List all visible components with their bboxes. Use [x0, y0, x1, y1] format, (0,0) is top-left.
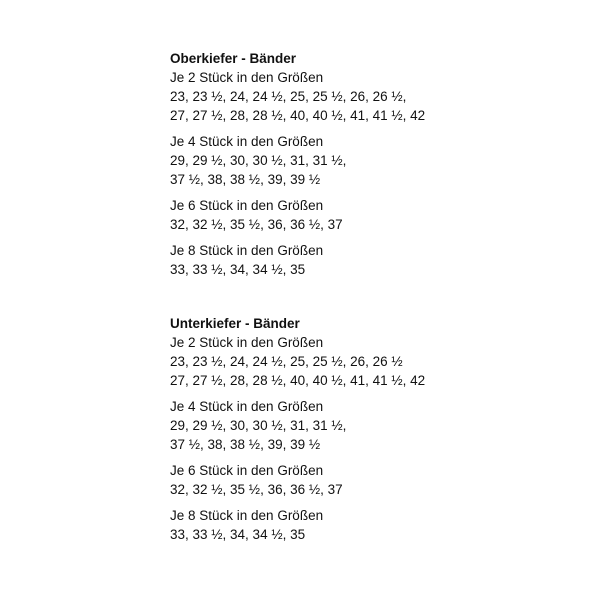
group-heading: Je 6 Stück in den Größen [170, 463, 324, 478]
group-heading: Je 4 Stück in den Größen [170, 134, 324, 149]
size-list-line: 37 ½, 38, 38 ½, 39, 39 ½ [170, 437, 321, 452]
size-list-line: 29, 29 ½, 30, 30 ½, 31, 31 ½, [170, 418, 347, 433]
size-list-line: 29, 29 ½, 30, 30 ½, 31, 31 ½, [170, 153, 347, 168]
section-title: Unterkiefer - Bänder [170, 316, 300, 331]
size-group [170, 333, 580, 390]
size-list-line: 32, 32 ½, 35 ½, 36, 36 ½, 37 [170, 217, 343, 232]
section-spacer [170, 286, 580, 314]
section-oberkiefer [170, 49, 580, 279]
size-group [170, 397, 580, 454]
section-title: Oberkiefer - Bänder [170, 51, 297, 66]
size-list-line: 37 ½, 38, 38 ½, 39, 39 ½ [170, 172, 321, 187]
size-list-line: 23, 23 ½, 24, 24 ½, 25, 25 ½, 26, 26 ½, [170, 89, 407, 104]
group-heading: Je 2 Stück in den Größen [170, 335, 324, 350]
size-group [170, 461, 580, 499]
document-body [170, 49, 580, 551]
size-list-line: 27, 27 ½, 28, 28 ½, 40, 40 ½, 41, 41 ½, 42 [170, 108, 426, 123]
size-group [170, 241, 580, 279]
section-unterkiefer [170, 314, 580, 544]
group-heading: Je 2 Stück in den Größen [170, 70, 324, 85]
group-heading: Je 8 Stück in den Größen [170, 508, 324, 523]
size-list-line: 33, 33 ½, 34, 34 ½, 35 [170, 262, 306, 277]
size-list-line: 27, 27 ½, 28, 28 ½, 40, 40 ½, 41, 41 ½, 42 [170, 373, 426, 388]
group-heading: Je 6 Stück in den Größen [170, 198, 324, 213]
group-heading: Je 4 Stück in den Größen [170, 399, 324, 414]
size-list-line: 33, 33 ½, 34, 34 ½, 35 [170, 527, 306, 542]
group-heading: Je 8 Stück in den Größen [170, 243, 324, 258]
size-group [170, 68, 580, 125]
size-list-line: 23, 23 ½, 24, 24 ½, 25, 25 ½, 26, 26 ½ [170, 354, 403, 369]
size-group [170, 196, 580, 234]
size-group [170, 506, 580, 544]
size-group [170, 132, 580, 189]
size-list-line: 32, 32 ½, 35 ½, 36, 36 ½, 37 [170, 482, 343, 497]
